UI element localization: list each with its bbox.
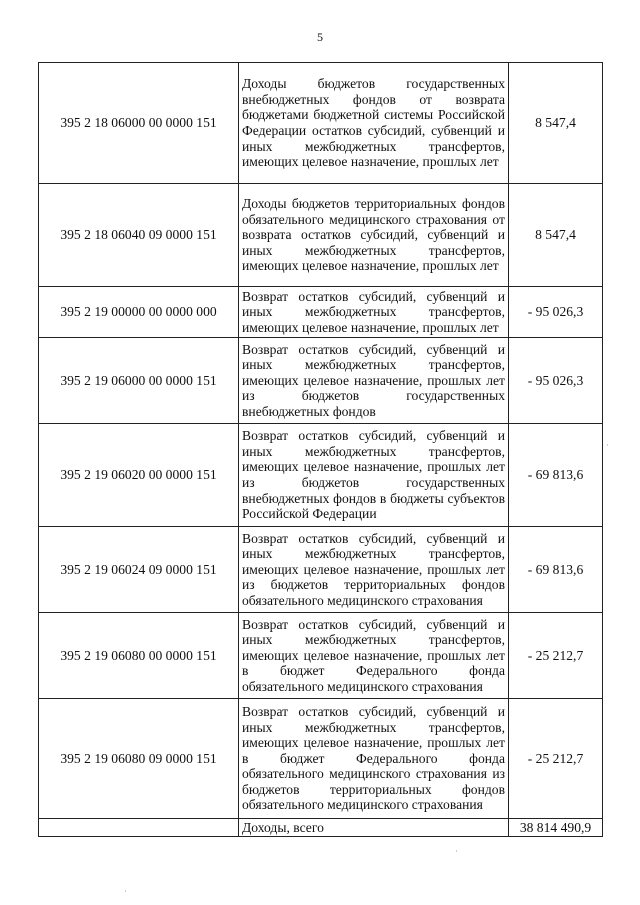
budget-code-cell: 395 2 18 06040 09 0000 151: [39, 184, 239, 287]
total-amount: 38 814 490,9: [509, 819, 603, 837]
page-number: 5: [317, 30, 323, 44]
amount-cell: - 95 026,3: [509, 287, 603, 338]
amount-cell: - 69 813,6: [509, 424, 603, 527]
table-row: [39, 63, 603, 184]
description-cell: Возврат остатков субсидий, субвенций и иных межбюджетных трансфертов, имеющих целевое назначение, прошлых лет: [239, 287, 509, 338]
budget-code-cell: 395 2 19 06080 09 0000 151: [39, 699, 239, 819]
budget-code-cell: 395 2 19 06024 09 0000 151: [39, 527, 239, 613]
amount-cell: - 25 212,7: [509, 699, 603, 819]
scan-speck: ·: [124, 886, 127, 896]
total-code-cell: [39, 819, 239, 837]
description-cell: Доходы бюджетов территориальных фондов обязательного медицинского страхования от возврата остатков субсидий, субвенций и иных межбюджетных трансфертов, имеющих целевое назначение, прошлых лет: [239, 184, 509, 287]
description-cell: Возврат остатков субсидий, субвенций и иных межбюджетных трансфертов, имеющих целевое назначение, прошлых лет в бюджет Федерального фонда обязательного медицинского страхования из бюджетов территориальных фондов обязательного медицинского страхования: [239, 699, 509, 819]
table-row: [39, 613, 603, 699]
budget-code-cell: 395 2 19 00000 00 0000 000: [39, 287, 239, 338]
description-cell: Возврат остатков субсидий, субвенций и иных межбюджетных трансфертов, имеющих целевое назначение, прошлых лет из бюджетов территориальных фондов обязательного медицинского страхования: [239, 527, 509, 613]
budget-code-cell: 395 2 18 06000 00 0000 151: [39, 63, 239, 184]
amount-cell: - 25 212,7: [509, 613, 603, 699]
table-row: [39, 424, 603, 527]
description-cell: Доходы бюджетов государственных внебюджетных фондов от возврата бюджетами бюджетной системы Российской Федерации остатков субсидий, субвенций и иных межбюджетных трансфертов, имеющих целевое назначение, прошлых лет: [239, 63, 509, 184]
amount-cell: - 69 813,6: [509, 527, 603, 613]
amount-cell: 8 547,4: [509, 63, 603, 184]
revenue-table: [38, 62, 603, 837]
table-row: [39, 699, 603, 819]
description-cell: Возврат остатков субсидий, субвенций и иных межбюджетных трансфертов, имеющих целевое назначение, прошлых лет из бюджетов государственных внебюджетных фондов: [239, 338, 509, 424]
scan-speck: ·: [455, 846, 458, 856]
scan-speck: ·: [606, 440, 609, 450]
description-cell: Возврат остатков субсидий, субвенций и иных межбюджетных трансфертов, имеющих целевое назначение, прошлых лет в бюджет Федерального фонда обязательного медицинского страхования: [239, 613, 509, 699]
total-label: Доходы, всего: [239, 819, 509, 837]
table-row: [39, 338, 603, 424]
description-cell: Возврат остатков субсидий, субвенций и иных межбюджетных трансфертов, имеющих целевое назначение, прошлых лет из бюджетов государственных внебюджетных фондов в бюджеты субъектов Российской Федерации: [239, 424, 509, 527]
budget-code-cell: 395 2 19 06020 00 0000 151: [39, 424, 239, 527]
budget-code-cell: 395 2 19 06000 00 0000 151: [39, 338, 239, 424]
budget-code-cell: 395 2 19 06080 00 0000 151: [39, 613, 239, 699]
amount-cell: 8 547,4: [509, 184, 603, 287]
table-row: [39, 184, 603, 287]
table-row: [39, 527, 603, 613]
amount-cell: - 95 026,3: [509, 338, 603, 424]
table-row: [39, 287, 603, 338]
total-row: [39, 819, 603, 837]
